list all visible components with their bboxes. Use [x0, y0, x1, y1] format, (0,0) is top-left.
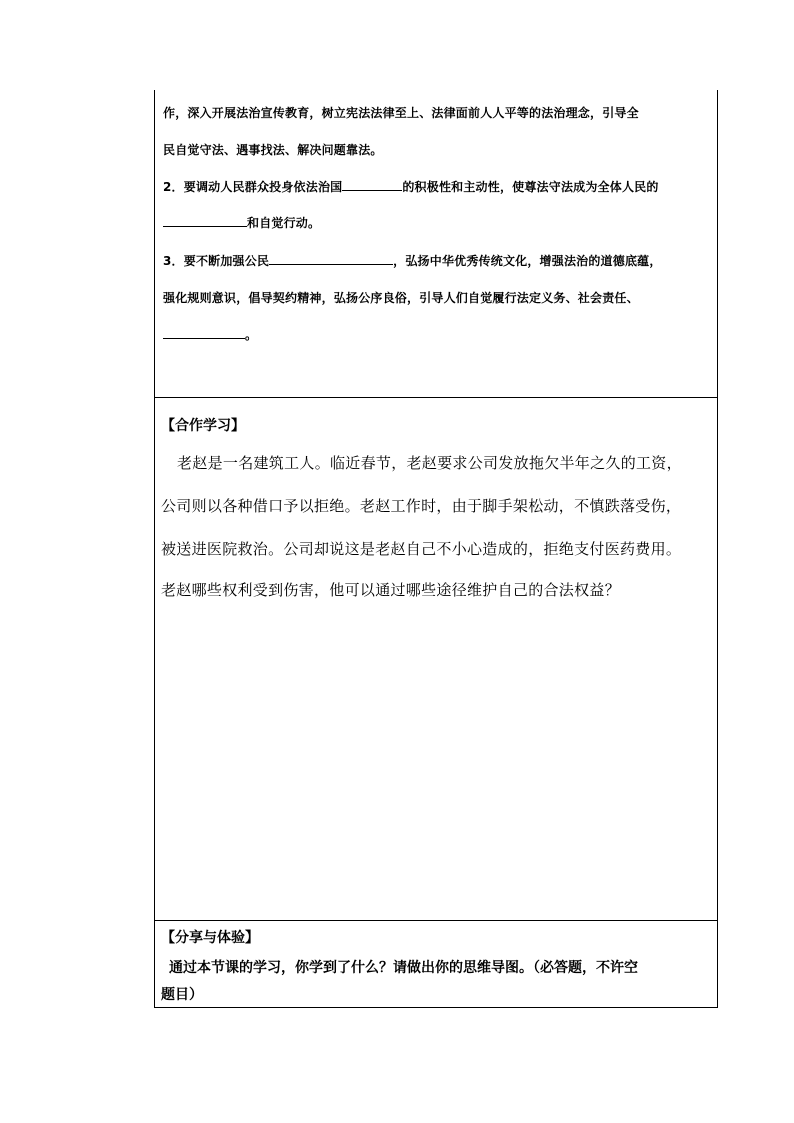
- question-2-line-2: [163, 214, 320, 231]
- cooperative-learning-cell: [155, 397, 717, 920]
- case-text-line-1: 老赵是一名建筑工人。临近春节，老赵要求公司发放拖欠半年之久的工资，: [177, 454, 682, 472]
- blank-2b[interactable]: [163, 215, 247, 227]
- mind-map-prompt-line-1: 通过本节课的学习，你学到了什么？请做出你的思维导图。（必答题，不许空: [169, 960, 638, 976]
- question-3-line-3: [163, 326, 257, 343]
- text-line-2: 民自觉守法、遇事找法、解决问题靠法。: [163, 143, 383, 157]
- question-3-line-2: 强化规则意识，倡导契约精神，弘扬公序良俗，引导人们自觉履行法定义务、社会责任、: [163, 291, 639, 305]
- knowledge-fill-in-cell: [155, 90, 717, 397]
- share-experience-heading: 【分享与体验】: [161, 930, 259, 946]
- question-2-text-a: 2．要调动人民群众投身依法治国: [163, 180, 343, 194]
- question-3-line-1: [163, 252, 662, 269]
- blank-3b[interactable]: [163, 327, 245, 339]
- question-3-text-a: 3．要不断加强公民: [163, 254, 270, 268]
- case-text-line-2: 公司则以各种借口予以拒绝。老赵工作时，由于脚手架松动，不慎跌落受伤，: [161, 497, 682, 515]
- mind-map-prompt-line-2: 题目）: [161, 987, 203, 1003]
- case-question-line: 老赵哪些权利受到伤害，他可以通过哪些途径维护自己的合法权益？: [161, 581, 621, 599]
- question-3-text-c: 。: [245, 328, 258, 342]
- case-text-line-3: 被送进医院救治。公司却说这是老赵自己不小心造成的，拒绝支付医药费用。: [161, 540, 682, 558]
- worksheet-table: [154, 90, 718, 1008]
- cooperative-learning-heading: 【合作学习】: [161, 418, 245, 434]
- blank-2a[interactable]: [342, 179, 402, 191]
- question-2-line-1: [163, 178, 659, 195]
- blank-3a[interactable]: [269, 253, 393, 265]
- text-line-1: 作，深入开展法治宣传教育，树立宪法法律至上、法律面前人人平等的法治理念，引导全: [163, 106, 639, 120]
- question-2-text-b: 的积极性和主动性，使尊法守法成为全体人民的: [402, 180, 659, 194]
- question-2-text-c: 和自觉行动。: [247, 216, 321, 230]
- question-3-text-b: ，弘扬中华优秀传统文化，增强法治的道德底蕴，: [393, 254, 662, 268]
- share-experience-cell: [155, 920, 717, 1008]
